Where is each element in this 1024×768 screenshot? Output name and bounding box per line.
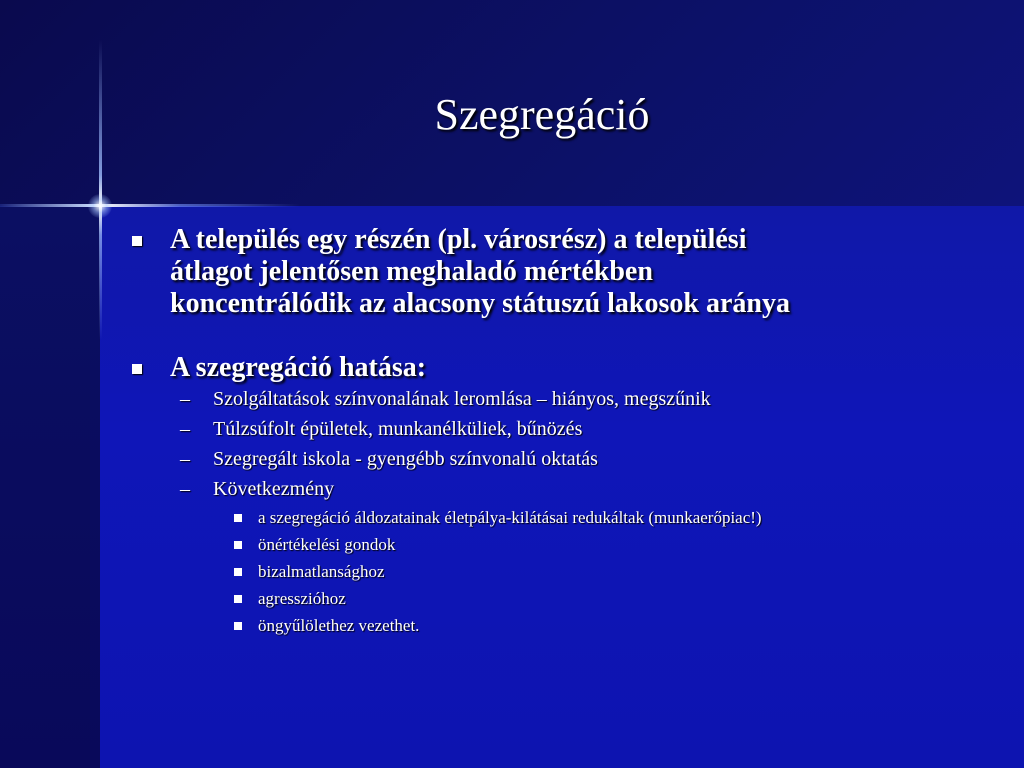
sub-sub-bullet: [128, 558, 1008, 585]
bullet-line: átlagot jelentősen meghaladó mértékben: [170, 256, 653, 287]
background-left-band: [0, 206, 100, 768]
small-square-bullet-icon: [234, 568, 242, 576]
square-bullet-icon: [132, 364, 142, 374]
sub-bullet-text: Következmény: [213, 478, 335, 500]
sub-sub-bullet-text: önértékelési gondok: [258, 535, 396, 554]
sub-bullet: [128, 384, 1008, 414]
sub-sub-bullet: [128, 585, 1008, 612]
sub-sub-bullet: [128, 531, 1008, 558]
sub-bullet-text: Szegregált iskola - gyengébb színvonalú oktatás: [213, 448, 598, 470]
dash-bullet-icon: –: [180, 418, 190, 440]
light-flare-center: [88, 194, 112, 218]
sub-bullet-text: Túlzsúfolt épületek, munkanélküliek, bűnözés: [213, 418, 583, 440]
sub-sub-bullet-text: öngyűlölethez vezethet.: [258, 616, 420, 635]
small-square-bullet-icon: [234, 595, 242, 603]
sub-bullet: [128, 414, 1008, 444]
sub-sub-bullet-text: a szegregáció áldozatainak életpálya-kilátásai redukáltak (munkaerőpiac!): [258, 508, 762, 527]
dash-bullet-icon: –: [180, 478, 190, 500]
bullet-line: koncentrálódik az alacsony státuszú lakosok aránya: [170, 288, 790, 319]
bullet-effects: [128, 352, 1008, 384]
sub-sub-bullet-text: agresszióhoz: [258, 589, 346, 608]
sub-sub-bullet: [128, 504, 1008, 531]
dash-bullet-icon: –: [180, 448, 190, 470]
small-square-bullet-icon: [234, 541, 242, 549]
bullet-text: A szegregáció hatása:: [170, 352, 427, 383]
square-bullet-icon: [132, 236, 142, 246]
small-square-bullet-icon: [234, 622, 242, 630]
light-flare-vertical: [99, 40, 102, 340]
small-square-bullet-icon: [234, 514, 242, 522]
sub-sub-bullet-text: bizalmatlansághoz: [258, 562, 385, 581]
sub-bullet: [128, 444, 1008, 474]
bullet-definition: [128, 224, 1008, 320]
light-flare-horizontal: [0, 204, 300, 207]
slide-content: [128, 224, 1008, 639]
dash-bullet-icon: –: [180, 388, 190, 410]
sub-bullet: [128, 474, 1008, 504]
slide-title: Szegregáció: [434, 90, 650, 139]
sub-sub-bullet: [128, 612, 1008, 639]
bullet-line: A település egy részén (pl. városrész) a települési: [170, 224, 747, 255]
sub-bullet-text: Szolgáltatások színvonalának leromlása – hiányos, megszűnik: [213, 388, 711, 410]
